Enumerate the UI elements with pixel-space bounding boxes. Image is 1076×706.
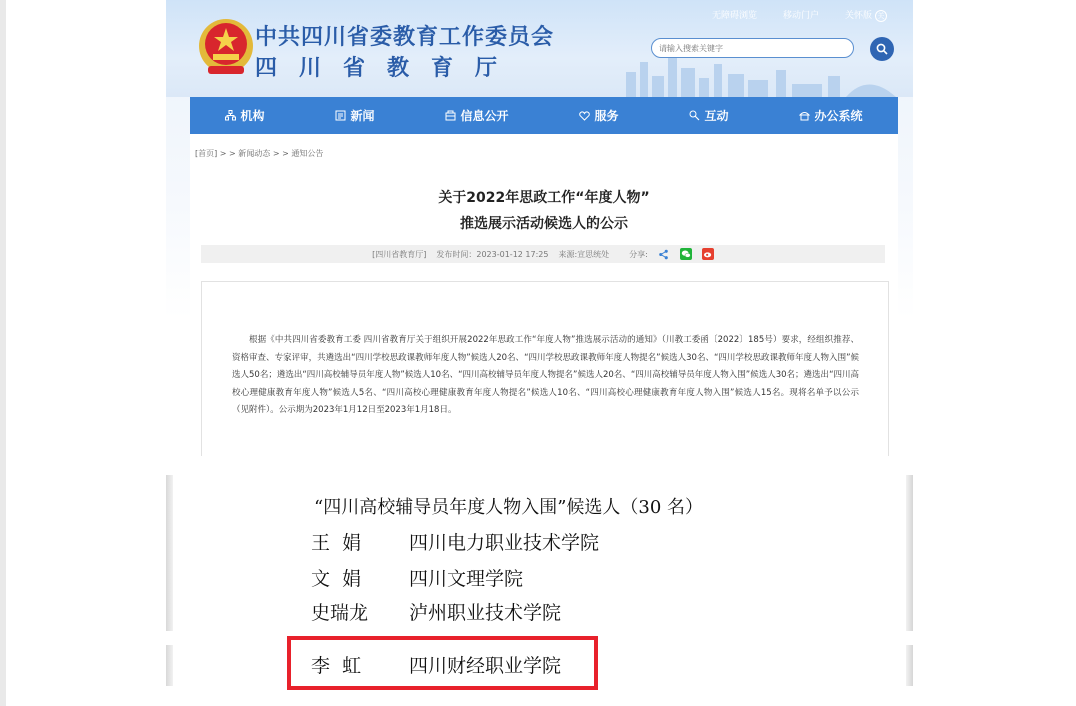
top-links xyxy=(712,8,887,22)
nav-label-info: 信息公开 xyxy=(460,109,509,123)
candidate-name: 文 娟 xyxy=(311,568,362,590)
publish-label: 发布时间： xyxy=(436,249,477,259)
nav-item-news[interactable] xyxy=(321,107,388,124)
page-edge xyxy=(166,645,173,686)
news-icon xyxy=(335,110,346,121)
search-button[interactable] xyxy=(870,37,894,61)
article-area xyxy=(190,134,898,456)
nav-label-org: 机构 xyxy=(240,109,265,123)
info-icon xyxy=(445,110,456,121)
origin-label: 来源: xyxy=(558,249,578,259)
website-screenshot xyxy=(166,0,913,456)
list-item xyxy=(311,598,561,625)
breadcrumb-home[interactable]: [首页] xyxy=(195,149,218,158)
nav-label-office: 办公系统 xyxy=(814,109,863,123)
breadcrumb-section[interactable]: 新闻动态 xyxy=(238,149,271,158)
mobile-portal-link[interactable]: 移动门户 xyxy=(782,11,819,21)
nav-label-service: 服务 xyxy=(594,109,619,123)
publish-info xyxy=(436,249,548,260)
weibo-icon[interactable] xyxy=(702,248,714,260)
breadcrumb-sub[interactable]: 通知公告 xyxy=(291,149,324,158)
candidate-school: 四川财经职业学院 xyxy=(409,655,562,677)
candidate-school: 四川文理学院 xyxy=(409,568,524,590)
candidate-name: 王 娟 xyxy=(311,532,362,554)
publish-time: 2023-01-12 17:25 xyxy=(476,249,549,259)
candidate-school: 四川电力职业技术学院 xyxy=(409,532,600,554)
breadcrumb-sep: > > xyxy=(272,149,289,158)
wechat-icon[interactable] xyxy=(680,248,692,260)
article-source: [四川省教育厅] xyxy=(372,249,427,259)
article-meta xyxy=(201,245,885,263)
article-title-line1: 关于2022年思政工作“年度人物” xyxy=(438,190,650,206)
nav-item-info[interactable] xyxy=(431,107,522,124)
candidate-name: 史瑞龙 xyxy=(311,602,369,624)
nav-item-org[interactable] xyxy=(211,107,278,124)
national-emblem-icon xyxy=(196,16,256,78)
article-title xyxy=(190,185,898,237)
interact-icon xyxy=(689,110,700,121)
site-name: 中共四川省委教育工作委员会 xyxy=(255,25,555,50)
list-item xyxy=(311,564,523,591)
site-header xyxy=(166,0,913,97)
site-subname: 四川省教育厅 xyxy=(255,56,520,81)
left-gutter xyxy=(0,0,6,706)
care-version-label: 关怀版 xyxy=(844,11,872,21)
accessibility-link[interactable]: 无障碍浏览 xyxy=(711,11,757,21)
article-body: 根据《中共四川省委教育工委 四川省教育厅关于组织开展2022年思政工作“年度人物”推选展示活动的通知》（川教工委函〔2022〕185号）要求，经组织推荐、资格审查、专家评审，共遴选出“四川学校思政课教师年度人物”候选人20名、“四川学校思政课教师年度人物提名”候选人30名、“四川学校思政课教师年度人物入围”候选人50名；遴选出“四川高校辅导员年度人物”候选人10名、“四川高校辅导员年度人物提名”候选人20名、“四川高校辅导员年度人物入围”候选人30名；遴选出“四川高校心理健康教育年度人物”候选人5名、“四川高校心理健康教育年度人物提名”候选人10名、“四川高校心理健康教育年度人物入围”候选人15名。现将名单予以公示（见附件）。公示期为2023年1月12日至2023年1月18日。 xyxy=(232,335,859,415)
share-icon[interactable] xyxy=(658,248,670,260)
nav-item-service[interactable] xyxy=(565,107,632,124)
nav-label-news: 新闻 xyxy=(350,109,375,123)
care-version-icon: 关 xyxy=(875,10,887,22)
search-icon xyxy=(876,43,888,55)
share-label: 分享: xyxy=(629,249,648,259)
nav-item-interact[interactable] xyxy=(675,107,742,124)
highlight-box xyxy=(287,636,598,690)
nav-item-office[interactable] xyxy=(785,107,876,124)
main-nav xyxy=(190,97,898,134)
org-icon xyxy=(225,110,236,121)
document-heading: “四川高校辅导员年度人物入围”候选人（30 名） xyxy=(314,497,704,518)
candidate-school: 泸州职业技术学院 xyxy=(409,602,562,624)
office-icon xyxy=(799,110,810,121)
list-item xyxy=(311,528,599,555)
candidate-name: 李 虹 xyxy=(311,655,362,677)
care-version-link[interactable] xyxy=(845,8,887,22)
page-edge xyxy=(166,475,173,631)
origin-value: 宣思统处 xyxy=(577,249,610,259)
article-body-frame xyxy=(201,281,889,456)
nav-label-interact: 互动 xyxy=(704,109,729,123)
breadcrumb-sep: > > xyxy=(219,149,236,158)
page-edge xyxy=(906,475,913,631)
page-edge xyxy=(906,645,913,686)
article-title-line2: 推选展示活动候选人的公示 xyxy=(460,216,628,232)
origin-info xyxy=(558,249,609,260)
search-input[interactable] xyxy=(651,38,854,58)
service-icon xyxy=(579,110,590,121)
breadcrumb xyxy=(195,148,323,159)
